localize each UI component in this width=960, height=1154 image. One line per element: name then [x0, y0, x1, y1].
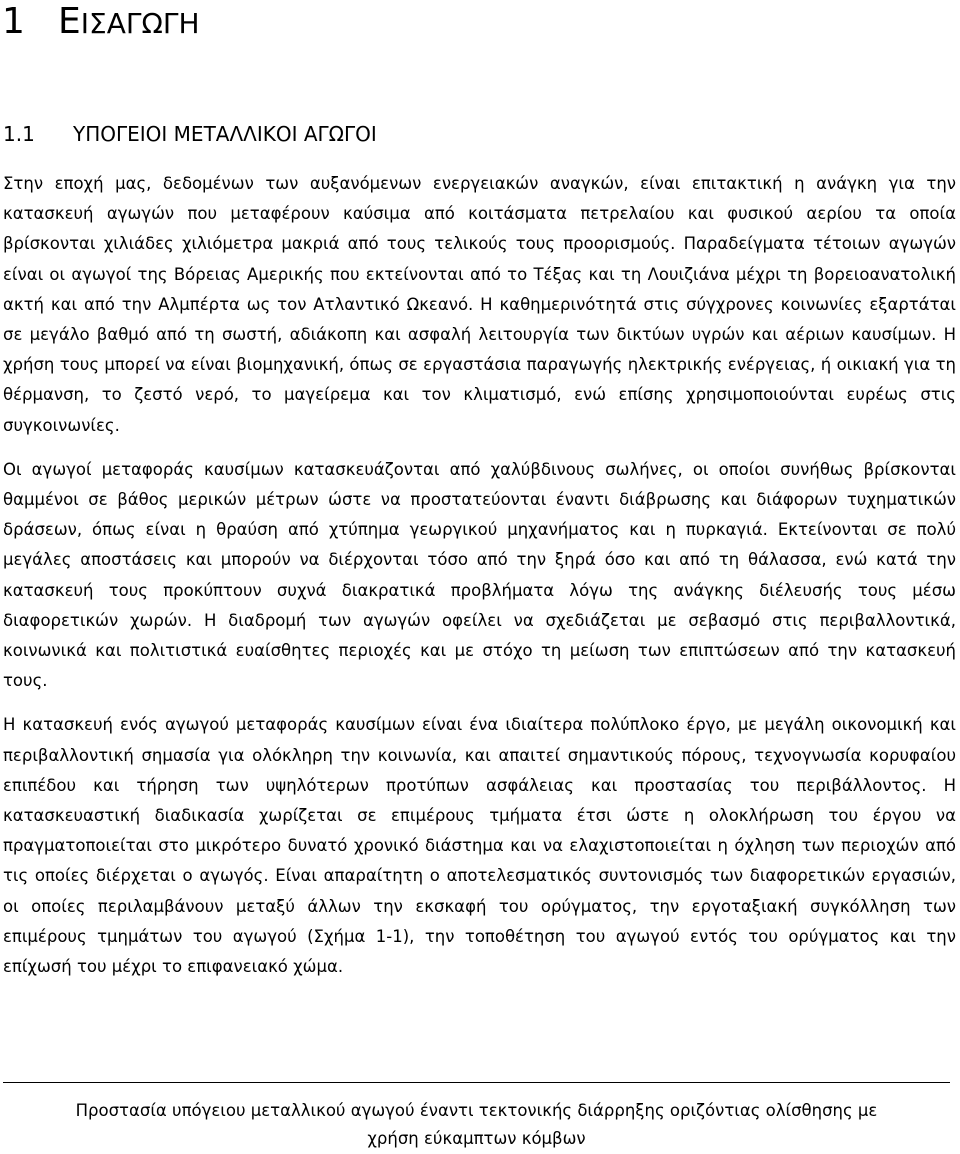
footer-divider: [3, 1082, 950, 1083]
paragraph: Η κατασκευή ενός αγωγού μεταφοράς καυσίμων είναι ένα ιδιαίτερα πολύπλοκο έργο, με μεγάλη οικονομική και περιβαλλοντική σημασία για ολόκληρη την κοινωνία, και απαιτεί σημαντικούς πόρους, τεχνογνωσία κορυφαίου επιπέδου και τήρηση των υψηλότερων προτύπων ασφάλειας και προστασίας του περιβάλλοντος. Η κατασκευαστική διαδικασία χωρίζεται σε επιμέρους τμήματα έτσι ώστε η ολοκλήρωση του έργου να πραγματοποιείται στο μικρότερο δυνατό χρονικό διάστημα και να ελαχιστοποιείται η όχληση των περιοχών από τις οποίες διέρχεται ο αγωγός. Είναι απαραίτητη ο αποτελεσματικός συντονισμός των διαφορετικών εργασιών, οι οποίες περιλαμβάνουν μεταξύ άλλων την εκσκαφή του ορύγματος, την εργοταξιακή συγκόλληση των επιμέρους τμημάτων του αγωγού (Σχήμα 1-1), την τοποθέτηση του αγωγού εντός του ορύγματος και την επίχωσή του μέχρι το επιφανειακό χώμα.: [3, 715, 956, 977]
section-title: ΥΠΟΓΕΙΟΙ ΜΕΤΑΛΛΙΚΟΙ ΑΓΩΓΟΙ: [73, 122, 377, 146]
page-footer: [3, 1097, 950, 1153]
footer-line: Προστασία υπόγειου μεταλλικού αγωγού έναντι τεκτονικής διάρρηξης οριζόντιας ολίσθησης με: [75, 1101, 878, 1120]
paragraph: Στην εποχή μας, δεδομένων των αυξανόμενων ενεργειακών αναγκών, είναι επιτακτική η ανάγκη για την κατασκευή αγωγών που μεταφέρουν καύσιμα από κοιτάσματα πετρελαίου και φυσικού αερίου τα οποία βρίσκονται χιλιάδες χιλιόμετρα μακριά από τους τελικούς τους προορισμούς. Παραδείγματα τέτοιων αγωγών είναι οι αγωγοί της Βόρειας Αμερικής που εκτείνονται από το Τέξας και τη Λουιζιάνα μέχρι τη βορειοανατολική ακτή και από την Αλμπέρτα ως τον Ατλαντικό Ωκεανό. Η καθημερινότητά στις σύγχρονες κοινωνίες εξαρτάται σε μεγάλο βαθμό από τη σωστή, αδιάκοπη και ασφαλή λειτουργία των δικτύων υγρών και αέριων καυσίμων. Η χρήση τους μπορεί να είναι βιομηχανική, όπως σε εργαστάσια παραγωγής ηλεκτρικής ενέργειας, ή οικιακή για τη θέρμανση, το ζεστό νερό, το μαγείρεμα και τον κλιματισμό, ενώ επίσης χρησιμοποιούνται ευρέως στις συγκοινωνίες.: [3, 174, 956, 435]
chapter-title-rest: ΙΣΑΓΩΓΗ: [80, 7, 200, 40]
body-text: [3, 169, 956, 996]
paragraph: Οι αγωγοί μεταφοράς καυσίμων κατασκευάζονται από χαλύβδινους σωλήνες, οι οποίοι συνήθως βρίσκονται θαμμένοι σε βάθος μερικών μέτρων ώστε να προστατεύονται έναντι διάβρωσης και διάφορων τυχηματικών δράσεων, όπως είναι η θραύση από χτύπημα γεωργικού μηχανήματος και η πυρκαγιά. Εκτείνονται σε πολύ μεγάλες αποστάσεις και μπορούν να διέρχονται τόσο από την ξηρά όσο και από τη θάλασσα, ενώ κατά την κατασκευή τους προκύπτουν συχνά διακρατικά προβλήματα λόγω της ανάγκης διέλευσής τους μέσω διαφορετικών χωρών. Η διαδρομή των αγωγών οφείλει να σχεδιάζεται με σεβασμό στις περιβαλλοντικά, κοινωνικά και πολιτιστικά ευαίσθητες περιοχές και με στόχο τη μείωση των επιπτώσεων από την κατασκευή τους.: [3, 459, 956, 691]
section-number: 1.1: [3, 122, 35, 146]
footer-line: χρήση εύκαμπτων κόμβων: [367, 1129, 586, 1148]
chapter-title-initial: Ε: [58, 1, 81, 42]
chapter-heading: [2, 0, 200, 46]
section-heading: [3, 120, 377, 148]
chapter-number: 1: [2, 1, 25, 42]
